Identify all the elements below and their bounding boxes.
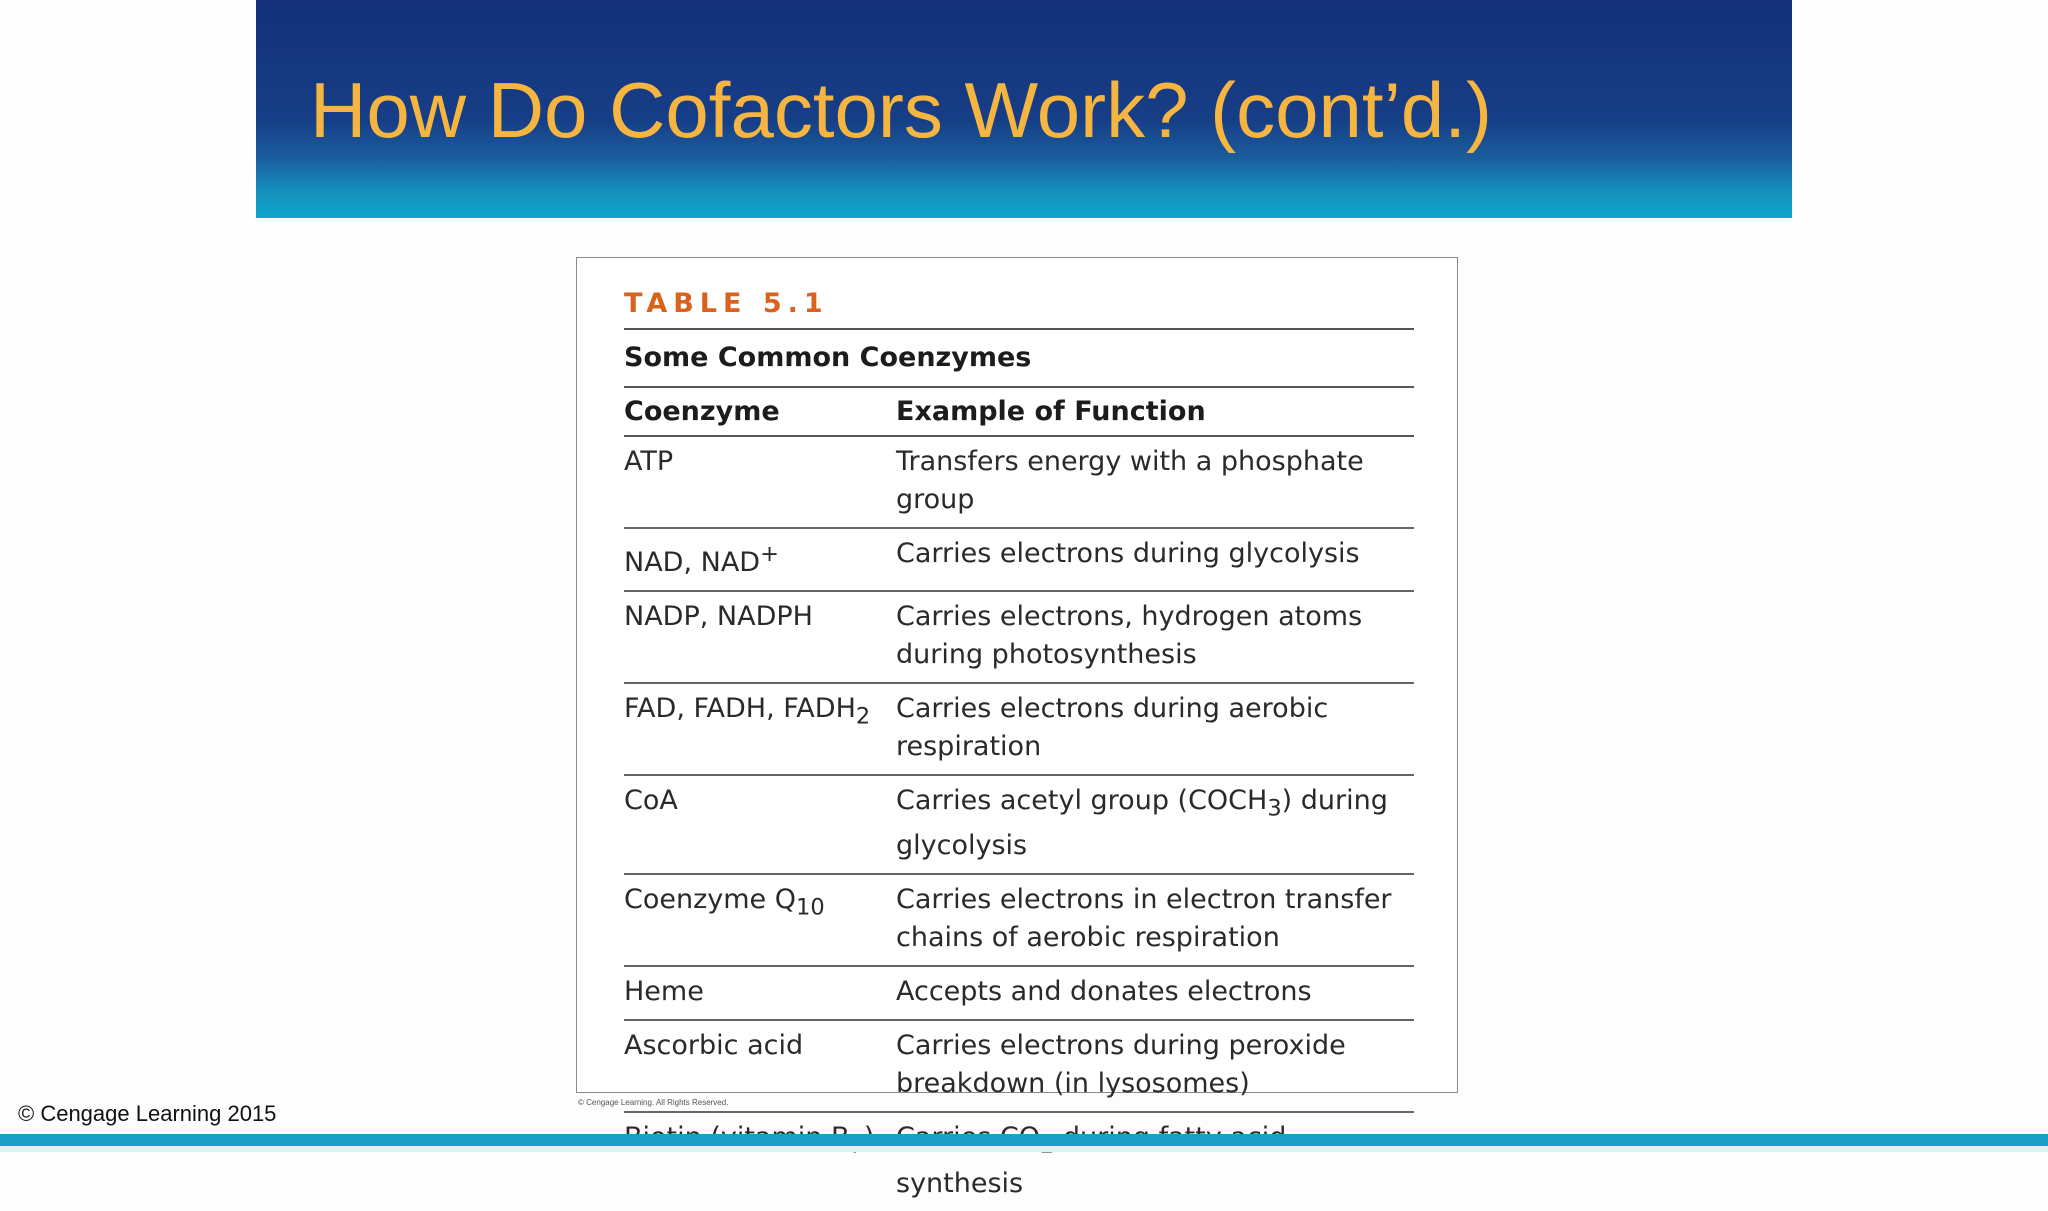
subscript: 2 [855,703,871,730]
function-cell: Carries electrons in electron transfer chains of aerobic respiration [896,874,1414,966]
table-row [624,436,1414,528]
function-cell: Accepts and donates electrons [896,966,1414,1020]
coenzyme-cell: ATP [624,436,896,528]
table-row [624,874,1414,966]
table-row [624,775,1414,874]
table-row [624,528,1414,591]
table-header-row [624,388,1414,436]
function-text: Carries acetyl group (COCH [896,785,1268,816]
table-content [624,280,1414,1211]
function-cell: Carries electrons during aerobic respiration [896,683,1414,775]
slide-title: How Do Cofactors Work? (cont’d.) [310,66,1492,154]
function-cell: Carries electrons during peroxide breakdown (in lysosomes) [896,1020,1414,1112]
coenzyme-cell [624,1112,896,1210]
coenzyme-text: Coenzyme Q [624,884,796,916]
function-text: ) during glycolysis [896,785,1388,862]
table-row [624,1112,1414,1210]
coenzyme-cell: Heme [624,966,896,1020]
superscript: + [760,541,779,567]
function-cell [896,1112,1414,1210]
coenzyme-cell [624,528,896,591]
copyright-notice: © Cengage Learning 2015 [18,1101,277,1126]
function-cell: Carries electrons, hydrogen atoms during photosynthesis [896,591,1414,683]
coenzyme-cell [624,683,896,775]
function-cell: Transfers energy with a phosphate group [896,436,1414,528]
column-header-function: Example of Function [896,388,1414,436]
table-caption: Some Common Coenzymes [624,330,1414,388]
coenzyme-text: FAD, FADH, FADH [624,693,856,724]
subscript: 3 [1267,795,1282,822]
table-row [624,966,1414,1020]
coenzyme-cell: CoA [624,775,896,874]
function-text: synthesis [896,1167,1024,1199]
coenzyme-table [624,388,1414,1211]
coenzyme-cell [624,874,896,966]
coenzyme-cell: NADP, NADPH [624,591,896,683]
coenzyme-cell: Ascorbic acid [624,1020,896,1112]
subscript: 10 [796,894,825,921]
table-row [624,683,1414,775]
table-credit-line: © Cengage Learning. All Rights Reserved. [578,1098,729,1107]
function-cell: Carries electrons during glycolysis [896,528,1414,591]
title-banner [256,0,1792,218]
function-cell [896,775,1414,874]
coenzyme-text: NAD, NAD [624,547,761,578]
table-row [624,1020,1414,1112]
table-number-label: TABLE 5.1 [624,280,1414,330]
column-header-coenzyme: Coenzyme [624,388,896,436]
table-row [624,591,1414,683]
footer-bar-edge [0,1146,2048,1152]
